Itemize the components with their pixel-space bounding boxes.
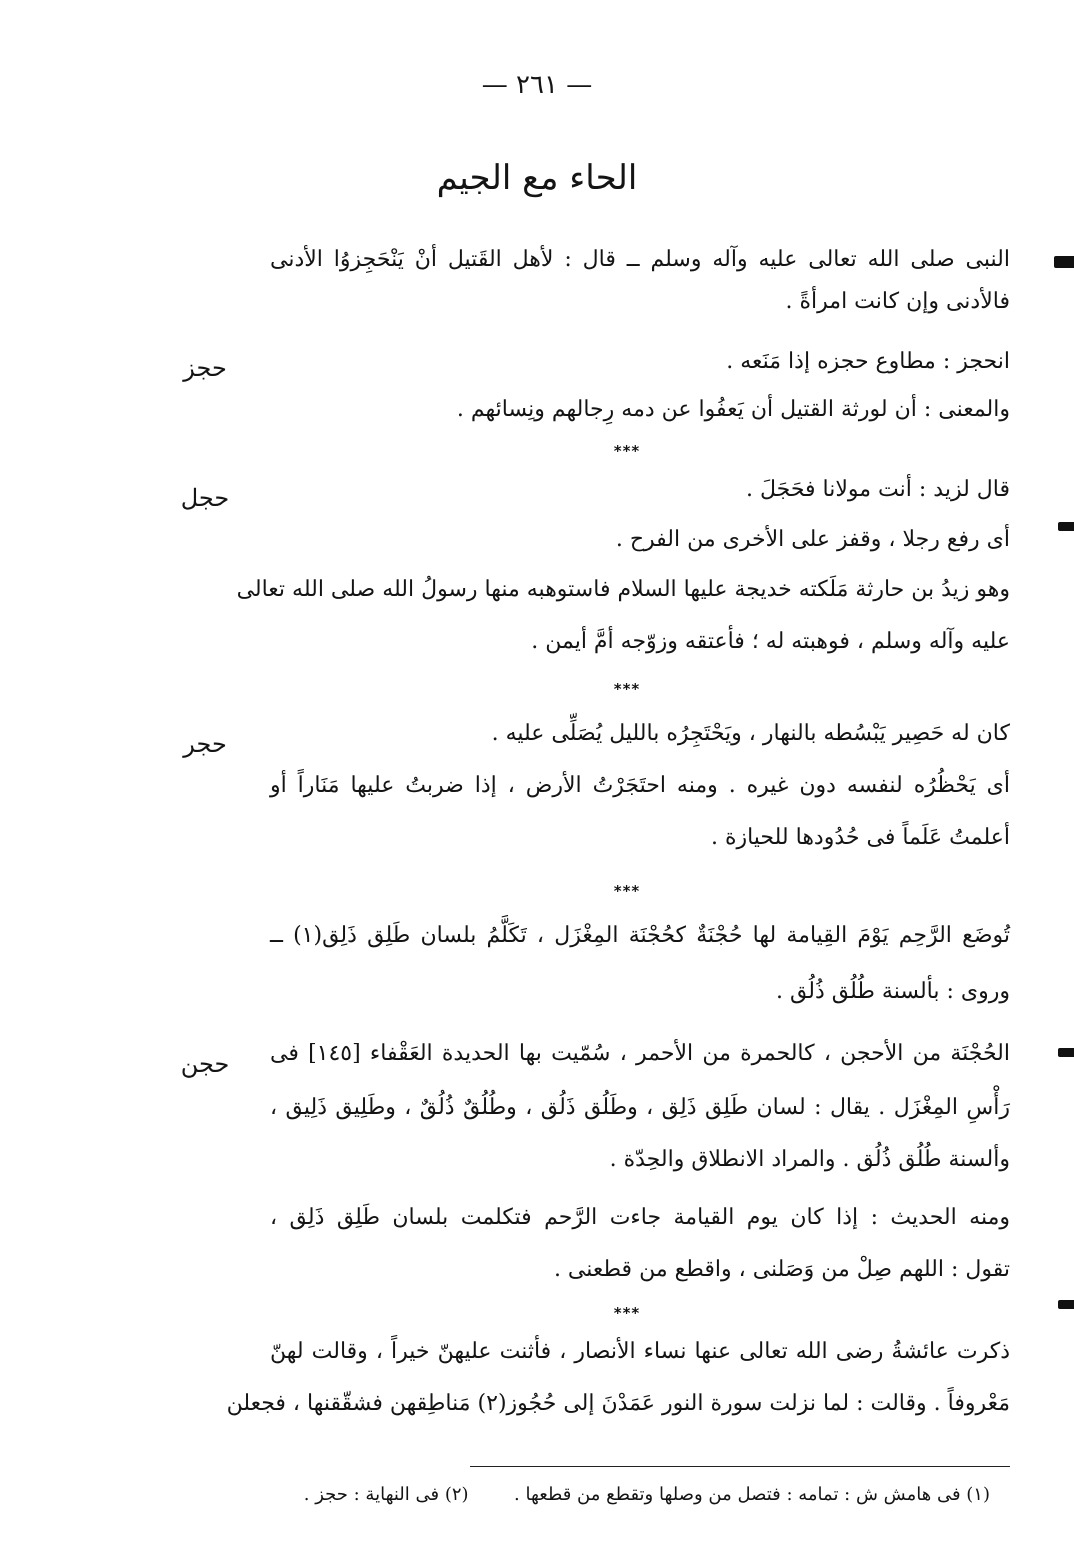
text-line: تُوضَع الرَّحِم يَوْمَ القِيامة لها حُجْنَةٌ كحُجْنَة المِغْزَل ، تَكَلَّمُ بلسان طَلِق ذَلِق(١) ــ — [270, 923, 1010, 948]
text-line: أى يَحْظُرُه لنفسه دون غيره . ومنه احتَجَرْتُ الأرض ، إذا ضربتُ عليها مَنَاراً أو — [270, 773, 1010, 798]
scan-edge-mark — [1058, 522, 1074, 531]
text-line: مَعْروفاً . وقالت : لما نزلت سورة النور عَمَدْنَ إلى حُجُوز(٢) مَناطِقهن فشقّقنها ، فجعلن — [226, 1391, 1010, 1416]
root-word: حجن — [180, 1050, 230, 1078]
text-line: ذكرت عائشةُ رضى الله تعالى عنها نساء الأنصار ، فأثنت عليهنّ خيراً ، وقالت لهنّ — [270, 1339, 1010, 1364]
scan-edge-mark — [1058, 1048, 1074, 1057]
separator: *** — [613, 680, 641, 698]
text-line: أعلمتُ عَلَماً فى حُدُودها للحيازة . — [710, 825, 1010, 850]
root-word: حجر — [183, 730, 227, 758]
scan-edge-mark — [1054, 256, 1074, 268]
page-number: — ٢٦١ — — [481, 70, 593, 100]
text-line: وروى : بألسنة طُلُق ذُلُق . — [775, 979, 1010, 1004]
text-line: عليه وآله وسلم ، فوهبته له ؛ فأعتقه وزوّجه أمَّ أيمن . — [531, 629, 1010, 654]
text-line: فالأدنى وإن كانت امرأةً . — [785, 289, 1010, 314]
separator: *** — [613, 1304, 641, 1322]
text-line: ومنه الحديث : إذا كان يوم القيامة جاءت الرَّحم فتكلمت بلسان طَلِق ذَلِق ، — [270, 1205, 1010, 1230]
scan-edge-mark — [1058, 1300, 1074, 1309]
text-line: رَأْسِ المِغْزَل . يقال : لسان طَلِق ذَلِق ، وطَلُق ذَلُق ، وطُلُقٌ ذُلُقٌ ، وطَلِيق ذَلِيق ، — [270, 1095, 1010, 1120]
text-line: كان له حَصِير يَبْسُطه بالنهار ، ويَحْتَجِرُه بالليل يُصَلِّى عليه . — [491, 721, 1010, 746]
footnote-2: (٢) فى النهاية : حجز . — [303, 1484, 469, 1505]
text-line: النبى صلى الله تعالى عليه وآله وسلم ــ قال : لأهل القَتيل أنْ يَنْحَجِزوُا الأدنى — [270, 247, 1010, 272]
text-line: قال لزيد : أنت مولانا فحَجَلَ . — [745, 477, 1010, 502]
footnote-rule — [470, 1466, 1010, 1467]
footnote-1: (١) فى هامش ش : تمامه : فتصل من وصلها وتقطع من قطعها . — [514, 1484, 990, 1505]
text-line: والمعنى : أن لورثة القتيل أن يَعفُوا عن دمه رِجالهم ونِسائهم . — [456, 397, 1010, 422]
text-line: وألسنة طُلُق ذُلُق . والمراد الانطلاق والحِدّة . — [609, 1147, 1010, 1172]
footnotes — [300, 1484, 990, 1505]
chapter-title: الحاء مع الجيم — [436, 158, 638, 198]
separator: *** — [613, 442, 641, 460]
text-line: تقول : اللهم صِلْ من وَصَلنى ، واقطع من قطعنى . — [553, 1257, 1010, 1282]
root-word: حجز — [183, 354, 227, 382]
text-line: أى رفع رجلا ، وقفز على الأخرى من الفرح . — [615, 527, 1010, 552]
text-line: انحجز : مطاوع حجزه إذا مَنَعه . — [726, 349, 1010, 374]
root-word: حجل — [180, 484, 230, 512]
text-line: الحُجْنَة من الأحجن ، كالحمرة من الأحمر ، سُمّيت بها الحديدة العَقْفاء [١٤٥] فى — [270, 1041, 1010, 1066]
separator: *** — [613, 882, 641, 900]
text-line: وهو زيدُ بن حارثة مَلَكته خديجة عليها السلام فاستوهبه منها رسولُ الله صلى الله تعالى — [236, 577, 1010, 602]
